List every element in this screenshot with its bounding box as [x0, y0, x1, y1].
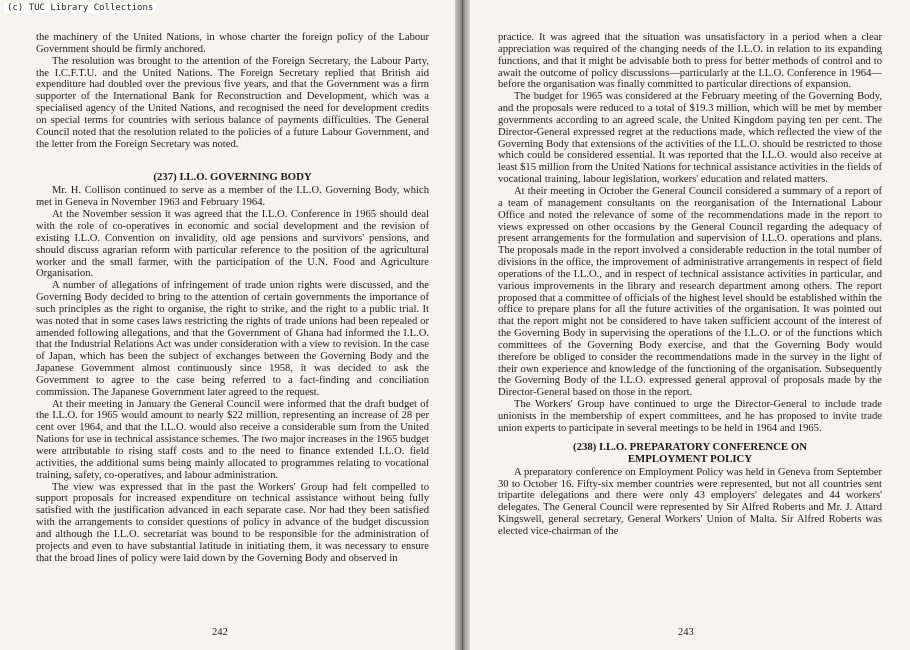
paragraph: At their meeting in October the General Council considered a summary of a report of a team of management consultants on the reorganisation of the International Labour Office and noted the relevance of some of the recommendations made in the report to views expressed on other occasions by the General Council regarding the adequacy of present arrangements for the formulation and supervision of I.L.O. operations and plans. The proposals made in the report involved a considerable reduction in the total number of divisions in the office, the improvement of administrative arrangements in respect of field operations of the I.L.O., and in respect of technical assistance activities in particular, and various improvements in the library and research department among others. The report proposed that a committee of officials of the highest level should be established within the office to prepare plans for all the future activities of the organisation. It was pointed out that the report might not be considered to have taken sufficient account of the interest of the Governing Body in supervising the operations of the I.L.O. or of the functions which committees of the Governing Body exercise, and that the Governing Body would therefore be obliged to consider the recommendations made in the survey in the light of their own experience and knowledge of the functioning of the organisation. Subsequently the Governing Body of the I.L.O. expressed general approval of proposals made by the Director-General based on those in the report. [498, 185, 882, 399]
book-gutter [455, 0, 470, 650]
paragraph: At the November session it was agreed that the I.L.O. Conference in 1965 should deal with the role of co-operatives in economic and social development and the revision of existing I.L.O. Convention on invalidity, old age pensions and survivors' pensions, and should discuss agrarian reform with particular reference to the position of the agricultural worker and the small farmer, with the participation of the U.N. Food and Agriculture Organisation. [36, 209, 429, 280]
paragraph: practice. It was agreed that the situation was unsatisfactory in a period when a clear appreciation was required of the changing needs of the I.L.O. in relation to its expanding functions, and that it might be advisable both to press for better methods of control and to await the outcome of policy discussions—particularly at the I.L.O. Conference in 1964—before the organisation was finally committed to particular directions of expansion. [498, 32, 882, 91]
right-page [470, 0, 910, 650]
right-paragraphs-a [498, 32, 882, 435]
paragraph: The resolution was brought to the attention of the Foreign Secretary, the Labour Party, the I.C.F.T.U. and the United Nations. The Foreign Secretary replied that British aid expenditure had doubled over the previous five years, and that the Government was a firm supporter of the International Bank for Reconstruction and Development, which was a specialised agency of the United Nations, and recognised the need for development credits on special terms for countries with serious balance of payments difficulties. The General Council noted that the resolution related to the policies of a future Labour Government, and the letter from the Foreign Secretary was noted. [36, 55, 429, 150]
paragraph: A number of allegations of infringement of trade union rights were discussed, and the Governing Body decided to bring to the attention of certain governments the importance of such principles as the right to organise, the right to strike, and the right to a public trial. It was noted that in some cases laws restricting the rights of trade unions had been repealed or amended following allegations, and that the Government of Ghana had informed the I.L.O. that the Industrial Relations Act was under consideration with a view to revision. In the case of Japan, which has been the subject of exchanges between the Governing Body and the Japanese Government almost continuously since 1958, it was decided to ask the Government to agree to the case being referred to a fact-finding and conciliation commission. The Japanese Government later agreed to the request. [36, 280, 429, 398]
paragraph: Mr. H. Collison continued to serve as a member of the I.L.O. Governing Body, which met in Geneva in November 1963 and February 1964. [36, 185, 429, 209]
left-paragraphs-b [36, 185, 429, 564]
collection-watermark: (c) TUC Library Collections [4, 3, 156, 13]
paragraph: The budget for 1965 was considered at the February meeting of the Governing Body, and the proposals were reduced to a total of $19.3 million, which will be met by member governments according to an agreed scale, the United Kingdom paying ten per cent. The Director-General expressed regret at the reductions made, which reflected the view of the Governing Body that extensions of the activities of the I.L.O. should be restricted to those which could be considered essential. It was reported that the I.L.O. would also receive at least $15 million from the United Nations for technical assistance activities in the fields of vocational training, labour legislation, workers' education and related matters. [498, 91, 882, 186]
page-number-left: 242 [212, 627, 228, 638]
section-heading-237: (237) I.L.O. GOVERNING BODY [153, 171, 312, 184]
right-paragraphs-b [498, 467, 882, 538]
paragraph: At their meeting in January the General Council were informed that the draft budget of the I.L.O. for 1965 would amount to nearly $22 million, representing an increase of 28 per cent over 1964, and that the I.L.O. would also receive a considerable sum from the United Nations for use in technical assistance schemes. The two major increases in the 1965 budget were attributable to rising staff costs and to the need to finance extended I.L.O. field activities, the additional sums being mainly allocated to programmes relating to vocational training, safety, co-operatives, and labour administration. [36, 398, 429, 481]
paragraph: The view was expressed that in the past the Workers' Group had felt compelled to support proposals for increased expenditure on technical assistance without being fully satisfied with the justification advanced in each separate case. Nor had they been satisfied with the arrangements to consider questions of policy in advance of the budget discussion and although the I.L.O. secretariat was bound to be responsible for the administration of projects and even to have substantial latitude in initiating them, it was necessary to ensure that the broad lines of policy were laid down by the Governing Body and observed in [36, 481, 429, 564]
paragraph: A preparatory conference on Employment Policy was held in Geneva from September 30 to October 16. Fifty-six member countries were represented, but not all countries sent tripartite delegations and there were only 43 employers' delegates and 44 workers' delegates. The General Council were represented by Sir Alfred Roberts and Mr. J. Attard Kingswell, general secretary, General Workers' Union of Malta. Sir Alfred Roberts was elected vice-chairman of the [498, 466, 882, 537]
paragraph: the machinery of the United Nations, in whose charter the foreign policy of the Labour Government should be firmly anchored. [36, 32, 429, 55]
section-heading-238: (238) I.L.O. PREPARATORY CONFERENCE ON EMPLOYMENT POLICY [572, 440, 808, 465]
page-number-right: 243 [678, 627, 694, 638]
paragraph: The Workers' Group have continued to urge the Director-General to include trade unionists in the membership of expert committees, and he has proposed to invite trade union experts to participate in several meetings to be held in 1964 and 1965. [498, 399, 882, 434]
left-paragraphs-a [36, 32, 429, 150]
